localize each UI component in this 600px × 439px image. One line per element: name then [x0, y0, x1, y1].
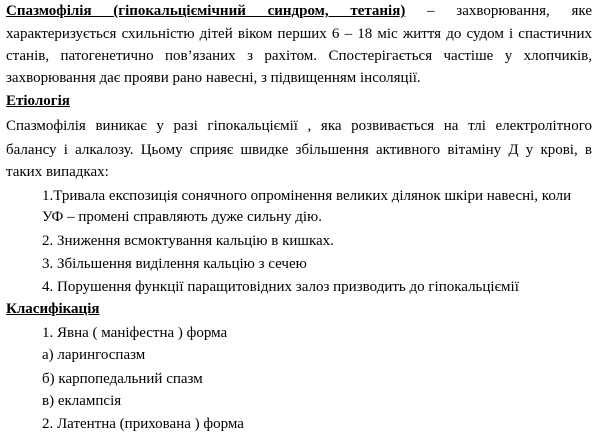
etiology-item-1-cont: УФ – промені справляють дуже сильну дію. — [42, 209, 323, 225]
etiology-line-3: таких випадках: — [6, 164, 109, 180]
classification-item-1: 1. Явна ( маніфестна ) форма — [42, 325, 228, 341]
etiology-heading — [6, 92, 70, 110]
etiology-item-1: 1.Тривала експозиція сонячного опромінення великих ділянок шкіри навесні, коли — [42, 188, 572, 204]
etiology-item-4: 4. Порушення функції паращитовідних залоз призводить до гіпокальціємії — [42, 279, 519, 295]
etiology-line-1: Спазмофілія виникає у разі гіпокальціємії , яка розвивається на тлі електролітного — [6, 118, 592, 134]
etiology-heading-text: Етіологія — [6, 93, 70, 109]
classification-item-2: 2. Латентна (прихована ) форма — [42, 416, 244, 432]
intro-line-2: характеризується схильністю дітей віком перших 6 – 18 міс життя до судом і спастичних — [6, 26, 592, 42]
intro-line-3: станів, патогенетично пов’язаних з рахітом. Спостерігається частіше у хлопчиків, — [6, 48, 592, 64]
classification-item-1c: в) еклампсія — [42, 393, 122, 409]
term-spasmophilia: Спазмофілія (гіпокальціємічний синдром, тетанія) — [6, 3, 406, 19]
classification-item-1b: б) карпопедальний спазм — [42, 371, 203, 387]
intro-line-1-rest: – захворювання, яке — [405, 3, 592, 19]
classification-heading-text: Класифікація — [6, 301, 100, 317]
etiology-item-2: 2. Зниження всмоктування кальцію в кишках. — [42, 233, 334, 249]
intro-line-4: захворювання дає прояви рано навесні, з підвищенням інсоляції. — [6, 70, 421, 86]
intro-line-1 — [6, 2, 592, 20]
etiology-item-3: 3. Збільшення виділення кальцію з сечею — [42, 256, 307, 272]
classification-item-1a: а) ларингоспазм — [42, 347, 146, 363]
etiology-line-2: балансу і алкалозу. Цьому сприяє швидке збільшення активного вітаміну Д у крові, в — [6, 142, 592, 158]
classification-heading — [6, 300, 99, 318]
